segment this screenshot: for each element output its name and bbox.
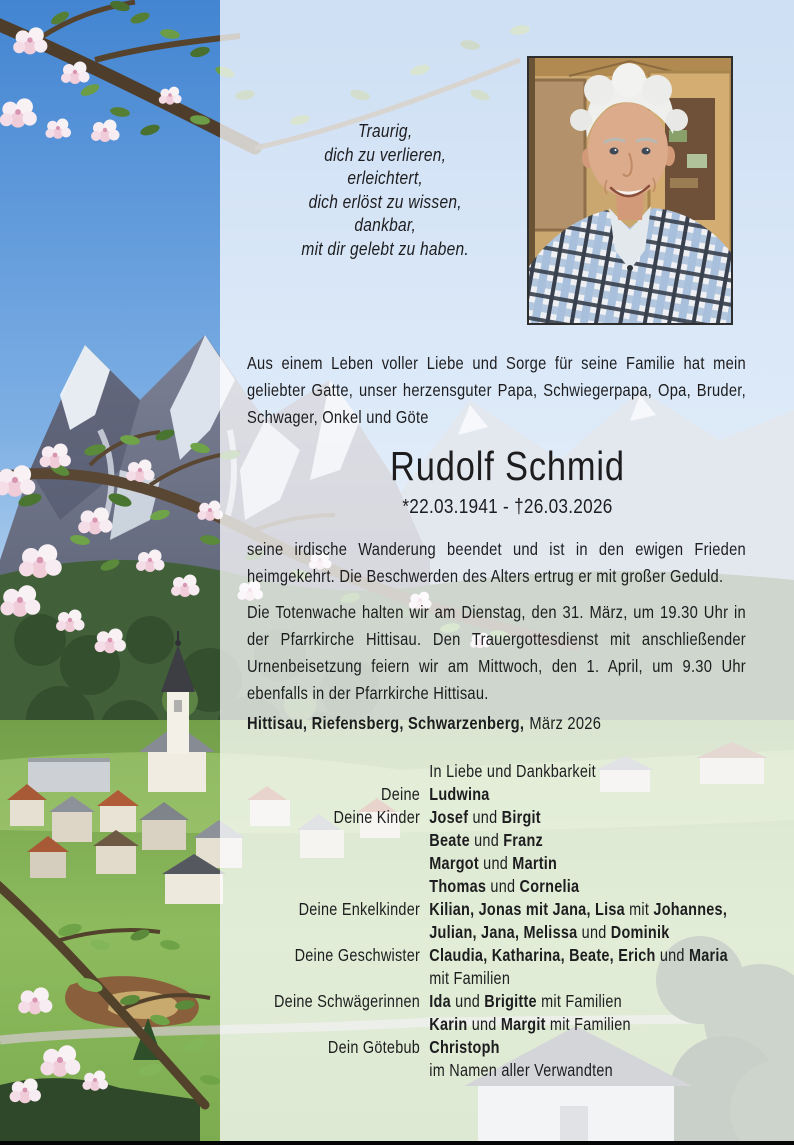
family-row	[247, 921, 794, 944]
family-names	[429, 1059, 794, 1082]
family-row	[247, 875, 794, 898]
family-name-text: und	[469, 830, 504, 850]
family-name-bold: Johannes,	[653, 899, 728, 919]
family-relation-label: Dein Götebub	[327, 1037, 421, 1057]
family-relation-label	[247, 967, 420, 990]
family-name-bold: Cornelia	[519, 876, 580, 896]
family-names	[429, 852, 794, 875]
family-name-bold: Martin	[512, 853, 558, 873]
family-relation-label	[247, 760, 420, 783]
family-name-bold: Margit	[500, 1014, 546, 1034]
family-names	[429, 829, 794, 852]
family-row	[247, 967, 794, 990]
family-names	[429, 760, 794, 783]
family-relation-label	[247, 852, 420, 875]
name-block	[258, 444, 757, 519]
portrait-photo	[527, 56, 733, 325]
deceased-name: Rudolf Schmid	[390, 443, 625, 489]
passing-paragraph: seine irdische Wanderung beendet und ist in den ewigen Frieden heimgekehrt. Die Beschwerden des Alters ertrug er mit großer Geduld.	[247, 539, 746, 586]
family-names	[429, 1036, 794, 1059]
family-name-text: In Liebe und Dankbarkeit	[429, 761, 596, 781]
poem-line: mit dir gelebt zu haben.	[301, 237, 469, 259]
family-names	[429, 783, 794, 806]
family-name-bold: Dominik	[610, 922, 670, 942]
family-names	[429, 875, 794, 898]
family-row	[247, 898, 794, 921]
portrait-illustration	[529, 58, 731, 323]
family-relation-label	[247, 1059, 420, 1082]
family-name-bold: Julian, Jana, Melissa	[429, 922, 578, 942]
family-name-bold: Franz	[503, 830, 544, 850]
family-relation-label: Deine Kinder	[333, 807, 421, 827]
poem-line: Traurig,	[357, 120, 413, 141]
family-row	[247, 806, 794, 829]
family-names	[429, 898, 794, 921]
family-name-text: mit Familien	[545, 1014, 631, 1034]
family-relation-label	[247, 875, 420, 898]
family-name-bold: Brigitte	[484, 991, 537, 1011]
family-name-text: und	[468, 807, 502, 827]
life-dates: *22.03.1941 - †26.03.2026	[402, 495, 613, 518]
family-relation-label	[247, 1013, 420, 1036]
family-name-bold: Ludwina	[429, 784, 490, 804]
family-names	[429, 921, 794, 944]
intro-paragraph: Aus einem Leben voller Liebe und Sorge für seine Familie hat mein geliebter Gatte, unser herzensguter Papa, Schwiegerpapa, Opa, Bruder, Schwager, Onkel und Göte	[247, 353, 746, 427]
family-names	[429, 1013, 794, 1036]
family-row	[247, 783, 794, 806]
family-name-text: und	[478, 853, 513, 873]
photo-edge	[0, 1141, 794, 1145]
places-line	[247, 712, 785, 735]
family-row	[247, 1013, 794, 1036]
family-name-bold: Claudia, Katharina, Beate, Erich	[429, 945, 656, 965]
family-relation-label: Deine	[381, 784, 421, 804]
family-relation-label: Deine Geschwister	[294, 945, 421, 965]
family-name-bold: Christoph	[429, 1037, 500, 1057]
poem-line: dankbar,	[354, 214, 417, 236]
family-names	[429, 944, 794, 967]
family-name-text: im Namen aller Verwandten	[429, 1060, 613, 1080]
memorial-poem	[234, 119, 536, 261]
family-name-bold: Maria	[688, 945, 728, 965]
family-list	[247, 760, 794, 1082]
family-name-text: mit	[624, 899, 654, 919]
family-name-text: mit Familien	[429, 968, 511, 988]
family-name-text: und	[467, 1014, 501, 1034]
family-name-bold: Karin	[429, 1014, 468, 1034]
poem-line: dich erlöst zu wissen,	[308, 190, 462, 212]
poem-line: dich zu verlieren,	[324, 143, 447, 165]
family-name-text: und	[577, 922, 611, 942]
family-name-text: und	[450, 991, 485, 1011]
family-relation-label: Deine Enkelkinder	[298, 899, 421, 919]
family-name-bold: Thomas	[429, 876, 487, 896]
family-row	[247, 829, 794, 852]
family-name-bold: Ida	[429, 991, 451, 1011]
family-relation-label: Deine Schwägerinnen	[273, 991, 421, 1011]
family-name-bold: Josef	[429, 807, 469, 827]
family-row	[247, 1059, 794, 1082]
family-name-bold: Margot	[429, 853, 479, 873]
family-name-text: und	[486, 876, 520, 896]
family-row	[247, 1036, 794, 1059]
family-names	[429, 967, 794, 990]
family-relation-label	[247, 829, 420, 852]
family-name-text: mit Familien	[536, 991, 622, 1011]
family-row	[247, 852, 794, 875]
poem-line: erleichtert,	[347, 167, 423, 189]
family-name-bold: Beate	[429, 830, 470, 850]
family-names	[429, 990, 794, 1013]
family-name-bold: Kilian, Jonas mit Jana, Lisa	[429, 899, 625, 919]
family-row	[247, 990, 794, 1013]
family-name-text: und	[655, 945, 689, 965]
places-date: März 2026	[529, 713, 602, 733]
family-relation-label	[247, 921, 420, 944]
family-names	[429, 806, 794, 829]
places-names: Hittisau, Riefensberg, Schwarzenberg,	[247, 713, 525, 733]
family-row	[247, 944, 794, 967]
services-paragraph: Die Totenwache halten wir am Dienstag, den 31. März, um 19.30 Uhr in der Pfarrkirche Hittisau. Den Trauergottesdienst mit anschließender Urnenbeisetzung feiern wir am Mittwoch, den 1. April, um 9.30 Uhr ebenfalls in der Pfarrkirche Hittisau.	[247, 602, 746, 703]
family-name-bold: Birgit	[501, 807, 541, 827]
family-row	[247, 760, 794, 783]
